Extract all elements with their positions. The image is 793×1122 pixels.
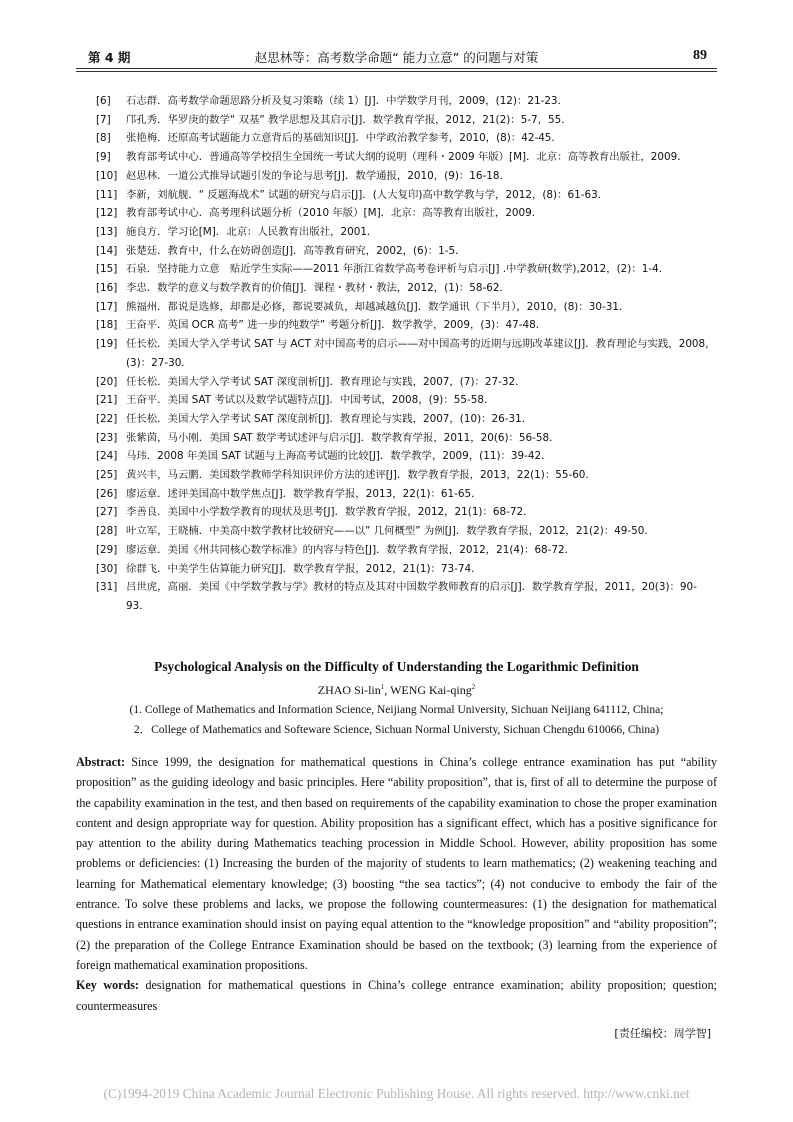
reference-item xyxy=(96,223,716,242)
reference-text: 任长松．美国大学入学考试 SAT 深度剖析[J]．教育理论与实践，2007，(10)：26-31． xyxy=(126,412,533,425)
author-1-affil-mark: 1 xyxy=(380,683,385,691)
reference-item xyxy=(96,92,716,111)
reference-text: 施良方．学习论[M]．北京：人民教育出版社，2001． xyxy=(126,225,378,238)
reference-number: [10] xyxy=(96,169,118,182)
reference-number: [19] xyxy=(96,338,118,351)
reference-item xyxy=(96,260,716,279)
english-abstract-section xyxy=(76,657,717,1041)
header-rule xyxy=(76,68,717,69)
reference-number: [9] xyxy=(96,151,111,164)
reference-item xyxy=(96,242,716,261)
reference-number: [29] xyxy=(96,543,118,556)
reference-text: 廖运章．述评美国高中数学焦点[J]．数学教育学报，2013，22(1)：61-65． xyxy=(126,487,482,500)
reference-text: 张艳梅．还原高考试题能力立意背后的基础知识[J]．中学政治教学参考，2010，(8)：42-45． xyxy=(126,132,562,145)
keywords-paragraph xyxy=(76,975,717,1016)
abstract-label: Abstract: xyxy=(76,755,126,769)
reference-number: [20] xyxy=(96,375,118,388)
issue-label: 第 4 期 xyxy=(88,50,131,65)
english-title: Psychological Analysis on the Difficulty of Understanding the Logarithmic Definition xyxy=(154,659,639,674)
reference-item xyxy=(96,111,716,130)
running-title: 赵思林等：高考数学命题“ 能力立意” 的问题与对策 xyxy=(254,50,539,65)
reference-number: [23] xyxy=(96,431,118,444)
reference-number: [17] xyxy=(96,300,118,313)
running-header xyxy=(76,44,717,66)
reference-text: 廖运章．美国《州共同核心数学标准》的内容与特色[J]．数学教育学报，2012，21(4)：68-72． xyxy=(126,543,576,556)
english-authors xyxy=(76,677,717,700)
keywords-text: designation for mathematical questions in China’s college entrance examination; ability proposition; question; countermeasures xyxy=(76,978,717,1013)
reference-text: 张楚廷．教育中，什么在妨碍创造[J]．高等教育研究，2002，(6)：1-5． xyxy=(126,244,466,257)
reference-text: 邝孔秀．华罗庚的数学“ 双基” 教学思想及其启示[J]．数学教育学报，2012，21(2)：5-7，55． xyxy=(126,113,572,126)
reference-number: [18] xyxy=(96,319,118,332)
reference-text: 马玮．2008 年美国 SAT 试题与上海高考试题的比较[J]．数学教学，2009，(11)：39-42． xyxy=(126,450,552,463)
reference-number: [11] xyxy=(96,188,118,201)
reference-text: 教育部考试中心．高考理科试题分析（2010 年版）[M]．北京：高等教育出版社，2009． xyxy=(126,207,543,220)
reference-item xyxy=(96,447,716,466)
reference-text: 吕世虎，高丽．美国《中学数学教与学》教材的特点及其对中国数学教师教育的启示[J]．数学教育学报，2011，20(3)：90-93． xyxy=(126,581,697,612)
reference-item xyxy=(96,316,716,335)
reference-number: [24] xyxy=(96,450,118,463)
page-number: 89 xyxy=(693,48,707,63)
reference-number: [15] xyxy=(96,263,118,276)
reference-number: [25] xyxy=(96,469,118,482)
reference-number: [13] xyxy=(96,225,118,238)
reference-text: 熊福州．都说是选修，却都是必修，都说要减负，却越减越负[J]．数学通讯（下半月），2010，(8)：30-31． xyxy=(126,300,630,313)
reference-text: 李善良．美国中小学数学教育的现状及思考[J]．数学教育学报，2012，21(1)：68-72． xyxy=(126,506,534,519)
reference-number: [7] xyxy=(96,113,111,126)
reference-text: 徐群飞．中美学生估算能力研究[J]．数学教育学报，2012，21(1)：73-74． xyxy=(126,562,482,575)
reference-text: 王奋平．美国 SAT 考试以及数学试题特点[J]．中国考试，2008，(9)：55-58． xyxy=(126,394,495,407)
reference-number: [28] xyxy=(96,525,118,538)
reference-item xyxy=(96,335,716,372)
reference-item xyxy=(96,429,716,448)
reference-item xyxy=(96,541,716,560)
reference-item xyxy=(96,204,716,223)
reference-number: [14] xyxy=(96,244,118,257)
reference-item xyxy=(96,578,716,615)
reference-text: 李忠．数学的意义与数学教育的价值[J]．课程・教材・教法，2012，(1)：58-62． xyxy=(126,282,510,295)
reference-number: [26] xyxy=(96,487,118,500)
reference-text: 任长松．美国大学入学考试 SAT 深度剖析[J]．教育理论与实践，2007，(7)：27-32． xyxy=(126,375,526,388)
reference-number: [31] xyxy=(96,581,118,594)
reference-number: [8] xyxy=(96,132,111,145)
reference-item xyxy=(96,167,716,186)
reference-text: 李新，刘航舰．“ 反题海战术” 试题的研究与启示[J]．(人大复印)高中数学教与学，2012，(8)：61-63． xyxy=(126,188,609,201)
reference-number: [16] xyxy=(96,282,118,295)
reference-text: 张紫茵，马小刚．美国 SAT 数学考试述评与启示[J]．数学教育学报，2011，20(6)：56-58． xyxy=(126,431,560,444)
reference-text: 叶立军，王晓楠．中美高中数学教材比较研究——以” 几何概型” 为例[J]．数学教育学报，2012，21(2)：49-50． xyxy=(126,525,655,538)
reference-item xyxy=(96,410,716,429)
reference-item xyxy=(96,560,716,579)
reference-item xyxy=(96,391,716,410)
reference-text: 黄兴丰，马云鹏．美国数学教师学科知识评价方法的述评[J]．数学教育学报，2013，22(1)：55-60． xyxy=(126,469,596,482)
reference-item xyxy=(96,298,716,317)
reference-item xyxy=(96,148,716,167)
author-separator: , xyxy=(384,683,391,697)
reference-text: 王奋平．英国 OCR 高考” 进一步的纯数学” 考题分析[J]．数学教学，2009，(3)：47-48． xyxy=(126,319,547,332)
reference-number: [27] xyxy=(96,506,118,519)
abstract-paragraph xyxy=(76,752,717,975)
reference-text: 教育部考试中心．普通高等学校招生全国统一考试大纲的说明（理科・2009 年版）[M]．北京：高等教育出版社，2009． xyxy=(126,151,688,164)
reference-text: 石泉．坚持能力立意 贴近学生实际——2011 年浙江省数学高考卷评析与启示[J] .中学教研(数学),2012，(2)：1-4． xyxy=(126,263,670,276)
author-2-affil-mark: 2 xyxy=(471,683,476,691)
reference-item xyxy=(96,186,716,205)
reference-item xyxy=(96,129,716,148)
reference-list xyxy=(96,92,716,616)
author-1: ZHAO Si-lin xyxy=(317,683,381,697)
reference-text: 赵思林．一道公式推导试题引发的争论与思考[J]．数学通报，2010，(9)：16-18． xyxy=(126,169,510,182)
reference-number: [12] xyxy=(96,207,118,220)
reference-item xyxy=(96,522,716,541)
reference-number: [22] xyxy=(96,412,118,425)
affiliation-2: 2．College of Mathematics and Softeware Science, Sichuan Normal Universty, Sichuan Chengdu 610066, China) xyxy=(133,724,660,736)
reference-text: 石志群．高考数学命题思路分析及复习策略（续 1）[J]．中学数学月刊，2009，(12)：21-23． xyxy=(126,95,568,107)
reference-number: [6] xyxy=(96,95,111,107)
responsible-editor: [责任编校：周学智] xyxy=(614,1026,711,1040)
reference-item xyxy=(96,485,716,504)
reference-item xyxy=(96,373,716,392)
keywords-label: Key words: xyxy=(76,978,139,993)
affiliation-1: (1. College of Mathematics and Information Science, Neijiang Normal University, Sichuan Neijiang 641112, China; xyxy=(129,704,664,716)
author-2: WENG Kai-qing xyxy=(390,683,472,697)
reference-number: [30] xyxy=(96,562,118,575)
reference-item xyxy=(96,466,716,485)
abstract-text: Since 1999, the designation for mathematical questions in China’s college entrance examination has put “ability proposition” as the guiding ideology and basic principles. Here “ability proposition”, that is, first of all to determine the purpose of the capability examination in the test, and then based on requirements of the capability examination to chose the proper examination content and design appropriate way for question. Ability proposition has a significant effect, which has a positive significance for pay attention to the ability during Mathematics teaching procession in Middle School. However, ability proposition has some problems or deficiencies: (1) Increasing the burden of the majority of students to learn mathematics; (2) weakening teaching and learning for Mathematical elementary knowledge; (3) boosting “the sea tactics”; (4) not conducive to embody the fair of the entrance. To solve these problems and lacks, we propose the following countermeasures: (1) the designation for mathematical questions in entrance examination should insist on paying equal attention to the “knowledge proposition” and “ability proposition”; (2) the preparation of the College Entrance Examination should be based on the textbook; (3) learning from the experience of foreign mathematical examination propositions. xyxy=(76,755,717,972)
reference-item xyxy=(96,279,716,298)
header-rule-secondary xyxy=(76,71,717,72)
reference-item xyxy=(96,503,716,522)
reference-number: [21] xyxy=(96,394,118,407)
reference-text: 任长松．美国大学入学考试 SAT 与 ACT 对中国高考的启示——对中国高考的近期与远期改革建议[J]．教育理论与实践，2008，(3)：27-30． xyxy=(126,338,716,369)
copyright-footer: (C)1994-2019 China Academic Journal Electronic Publishing House. All rights reserved. http://www.cnki.net xyxy=(103,1086,690,1101)
